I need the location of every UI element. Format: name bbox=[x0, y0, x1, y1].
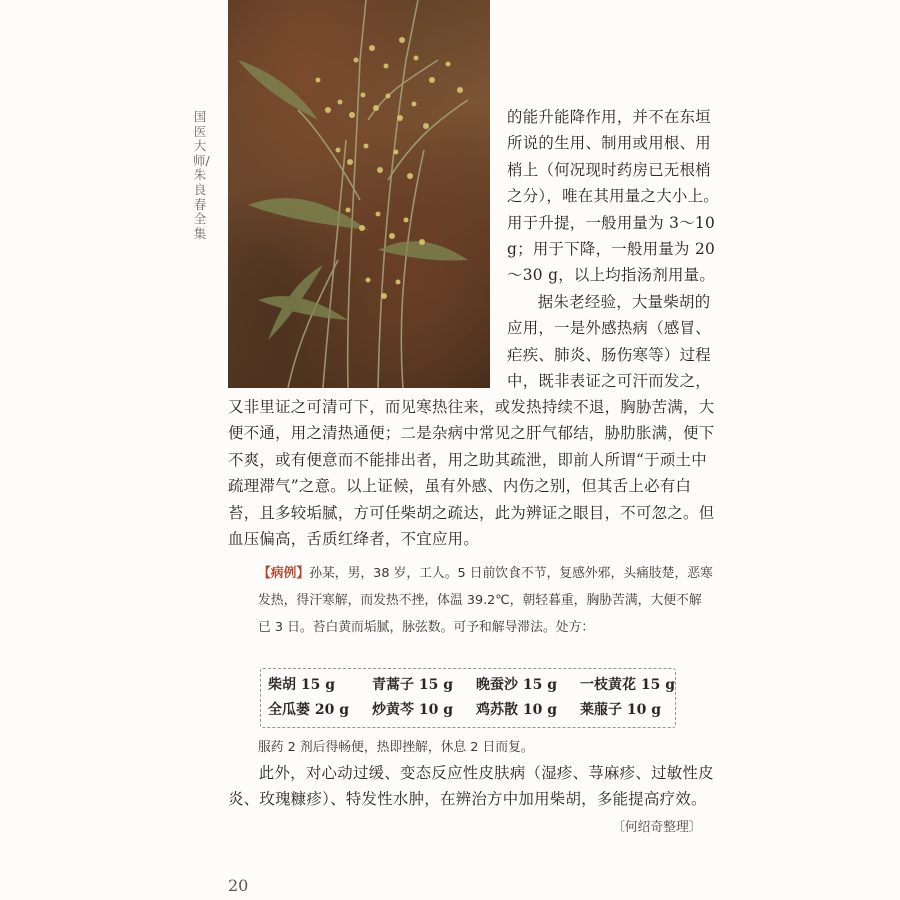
chaihu-plant-photo bbox=[228, 0, 490, 388]
case-label: 【病例】 bbox=[258, 566, 310, 581]
prescription-item: 青蒿子 15 g bbox=[372, 677, 454, 693]
prescription-item: 一枝黄花 15 g bbox=[580, 677, 676, 693]
paragraph-experience: 据朱老经验，大量柴胡的应用，一是外感热病（感冒、疟疾、肺炎、肠伤寒等）过程中，既非表证之可汗而发之， bbox=[507, 292, 711, 391]
plant-illustration-icon bbox=[228, 0, 490, 388]
closing-text bbox=[228, 760, 720, 813]
prescription-item: 炒黄芩 10 g bbox=[372, 702, 454, 718]
prescription-item: 鸡苏散 10 g bbox=[476, 702, 558, 718]
paragraph-continued: 的能升能降作用，并不在东垣所说的生用、制用或用根、用梢上（何况现时药房已无根梢之分），唯在其用量之大小上。用于升提，一般用量为 3～10 g；用于下降，一般用量为 20～30 g，以上均指汤剂用量。 bbox=[507, 108, 719, 285]
paragraph-continuation: 又非里证之可清可下，而见寒热往来，或发热持续不退，胸胁苦满，大便不通，用之清热通便；二是杂病中常见之肝气郁结，胁肋胀满，便下不爽，或有便意而不能排出者，用之助其疏泄，即前人所谓“于顽土中疏理滞气”之意。以上证候，虽有外感、内伤之别，但其舌上必有白苔，且多较垢腻，方可任柴胡之疏达，此为辨证之眼目，不可忽之。但血压偏高，舌质红绛者，不宜应用。 bbox=[228, 398, 715, 549]
prescription-item: 晚蚕沙 15 g bbox=[476, 677, 558, 693]
prescription-item: 柴胡 15 g bbox=[268, 677, 336, 693]
editor-credit: 〔何绍奇整理〕 bbox=[612, 820, 702, 835]
page-number: 20 bbox=[228, 876, 249, 895]
case-study bbox=[258, 560, 713, 641]
prescription-box bbox=[260, 668, 676, 728]
closing-paragraph: 此外，对心动过缓、变态反应性皮肤病（湿疹、荨麻疹、过敏性皮炎、玫瑰糠疹）、特发性水肿，在辨治方中加用柴胡，多能提高疗效。 bbox=[228, 764, 714, 809]
full-width-text bbox=[228, 394, 720, 552]
book-series-title: 国医大师/朱良春全集 bbox=[193, 109, 210, 241]
case-outcome: 服药 2 剂后得畅便，热即挫解，休息 2 日而复。 bbox=[258, 740, 534, 755]
case-text: 孙某，男，38 岁，工人。5 日前饮食不节，复感外邪，头痛肢楚，恶寒发热，得汗寒解，而发热不挫，体温 39.2℃，朝轻暮重，胸胁苦满，大便不解已 3 日。苔白黄而垢腻，脉弦数。可予和解导滞法。处方： bbox=[258, 566, 713, 635]
prescription-item: 莱菔子 10 g bbox=[580, 702, 662, 718]
prescription-item: 全瓜蒌 20 g bbox=[268, 702, 350, 718]
right-column-text bbox=[507, 104, 719, 394]
